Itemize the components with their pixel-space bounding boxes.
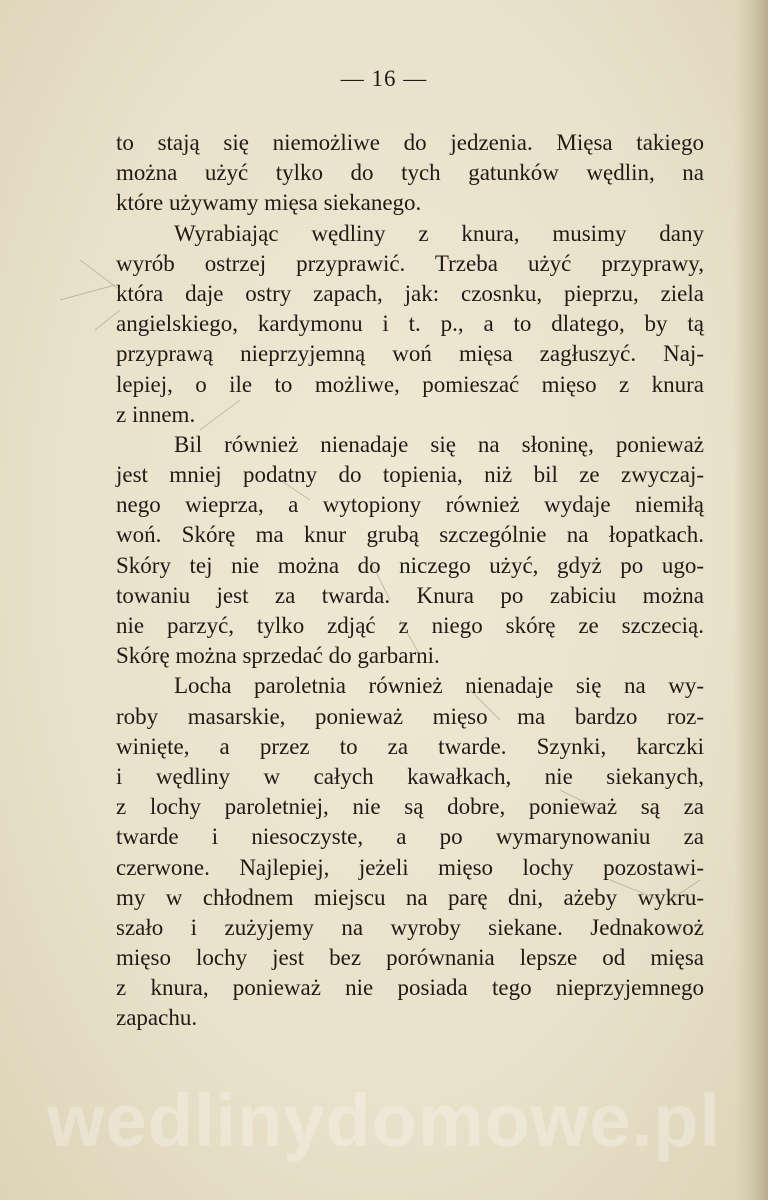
watermark: wedlinydomowe.pl [47,1079,721,1162]
text-line: Bil również nienadaje się na słoninę, ponieważ [174,431,704,457]
text-line: roby masarskie, ponieważ mięso ma bardzo roz- [116,703,704,729]
text-line: Skóry tej nie można do niczego użyć, gdyż po ugo- [116,552,704,578]
text-line: jest mniej podatny do topienia, niż bil ze zwyczaj- [116,462,704,488]
text-line: towaniu jest za twarda. Knura po zabiciu można [116,582,704,608]
text-line: my w chłodnem miejscu na parę dni, ażeby wykru- [116,884,704,910]
text-line: można użyć tylko do tych gatunków wędlin, na [116,160,704,186]
text-line: nie parzyć, tylko zdjąć z niego skórę ze szczecią. [116,613,704,638]
text-line: Wyrabiając wędliny z knura, musimy dany [174,220,704,246]
text-line: wyrób ostrzej przyprawić. Trzeba użyć przyprawy, [116,250,704,276]
text-line: która daje ostry zapach, jak: czosnku, pieprzu, ziela [116,280,704,306]
text-line: szało i zużyjemy na wyroby siekane. Jednakowoż [116,914,704,940]
page-number: — 16 — [340,66,428,91]
text-line: czerwone. Najlepiej, jeżeli mięso lochy pozostawi- [116,854,704,880]
text-line: twarde i niesoczyste, a po wymarynowaniu za [116,824,704,850]
text-line: lepiej, o ile to możliwe, pomieszać mięso z knura [116,371,704,397]
body-text [116,128,704,1034]
text-line: mięso lochy jest bez porównania lepsze od mięsa [116,945,704,971]
page-edge-shadow [734,0,768,1200]
text-line: angielskiego, kardymonu i t. p., a to dlatego, by tą [116,311,704,337]
text-line: to stają się niemożliwe do jedzenia. Mięsa takiego [116,130,704,155]
text-line: z lochy paroletniej, nie są dobre, ponieważ są za [116,794,704,820]
text-line: nego wieprza, a wytopiony również wydaje niemiłą [116,492,704,518]
text-line: przyprawą nieprzyjemną woń mięsa zagłuszyć. Naj- [116,341,704,367]
text-line: które używamy mięsa siekanego. [116,190,422,216]
text-line: woń. Skórę ma knur grubą szczególnie na łopatkach. [116,522,704,548]
text-line: z knura, ponieważ nie posiada tego nieprzyjemnego [116,975,704,1001]
text-line: Skórę można sprzedać do garbarni. [116,643,440,669]
text-line: i wędliny w całych kawałkach, nie siekanych, [116,763,704,789]
text-line: zapachu. [116,1005,198,1031]
text-line: Locha paroletnia również nienadaje się na wy- [174,673,704,699]
text-line: winięte, a przez to za twarde. Szynki, karczki [116,733,704,759]
text-line: z innem. [116,401,196,427]
